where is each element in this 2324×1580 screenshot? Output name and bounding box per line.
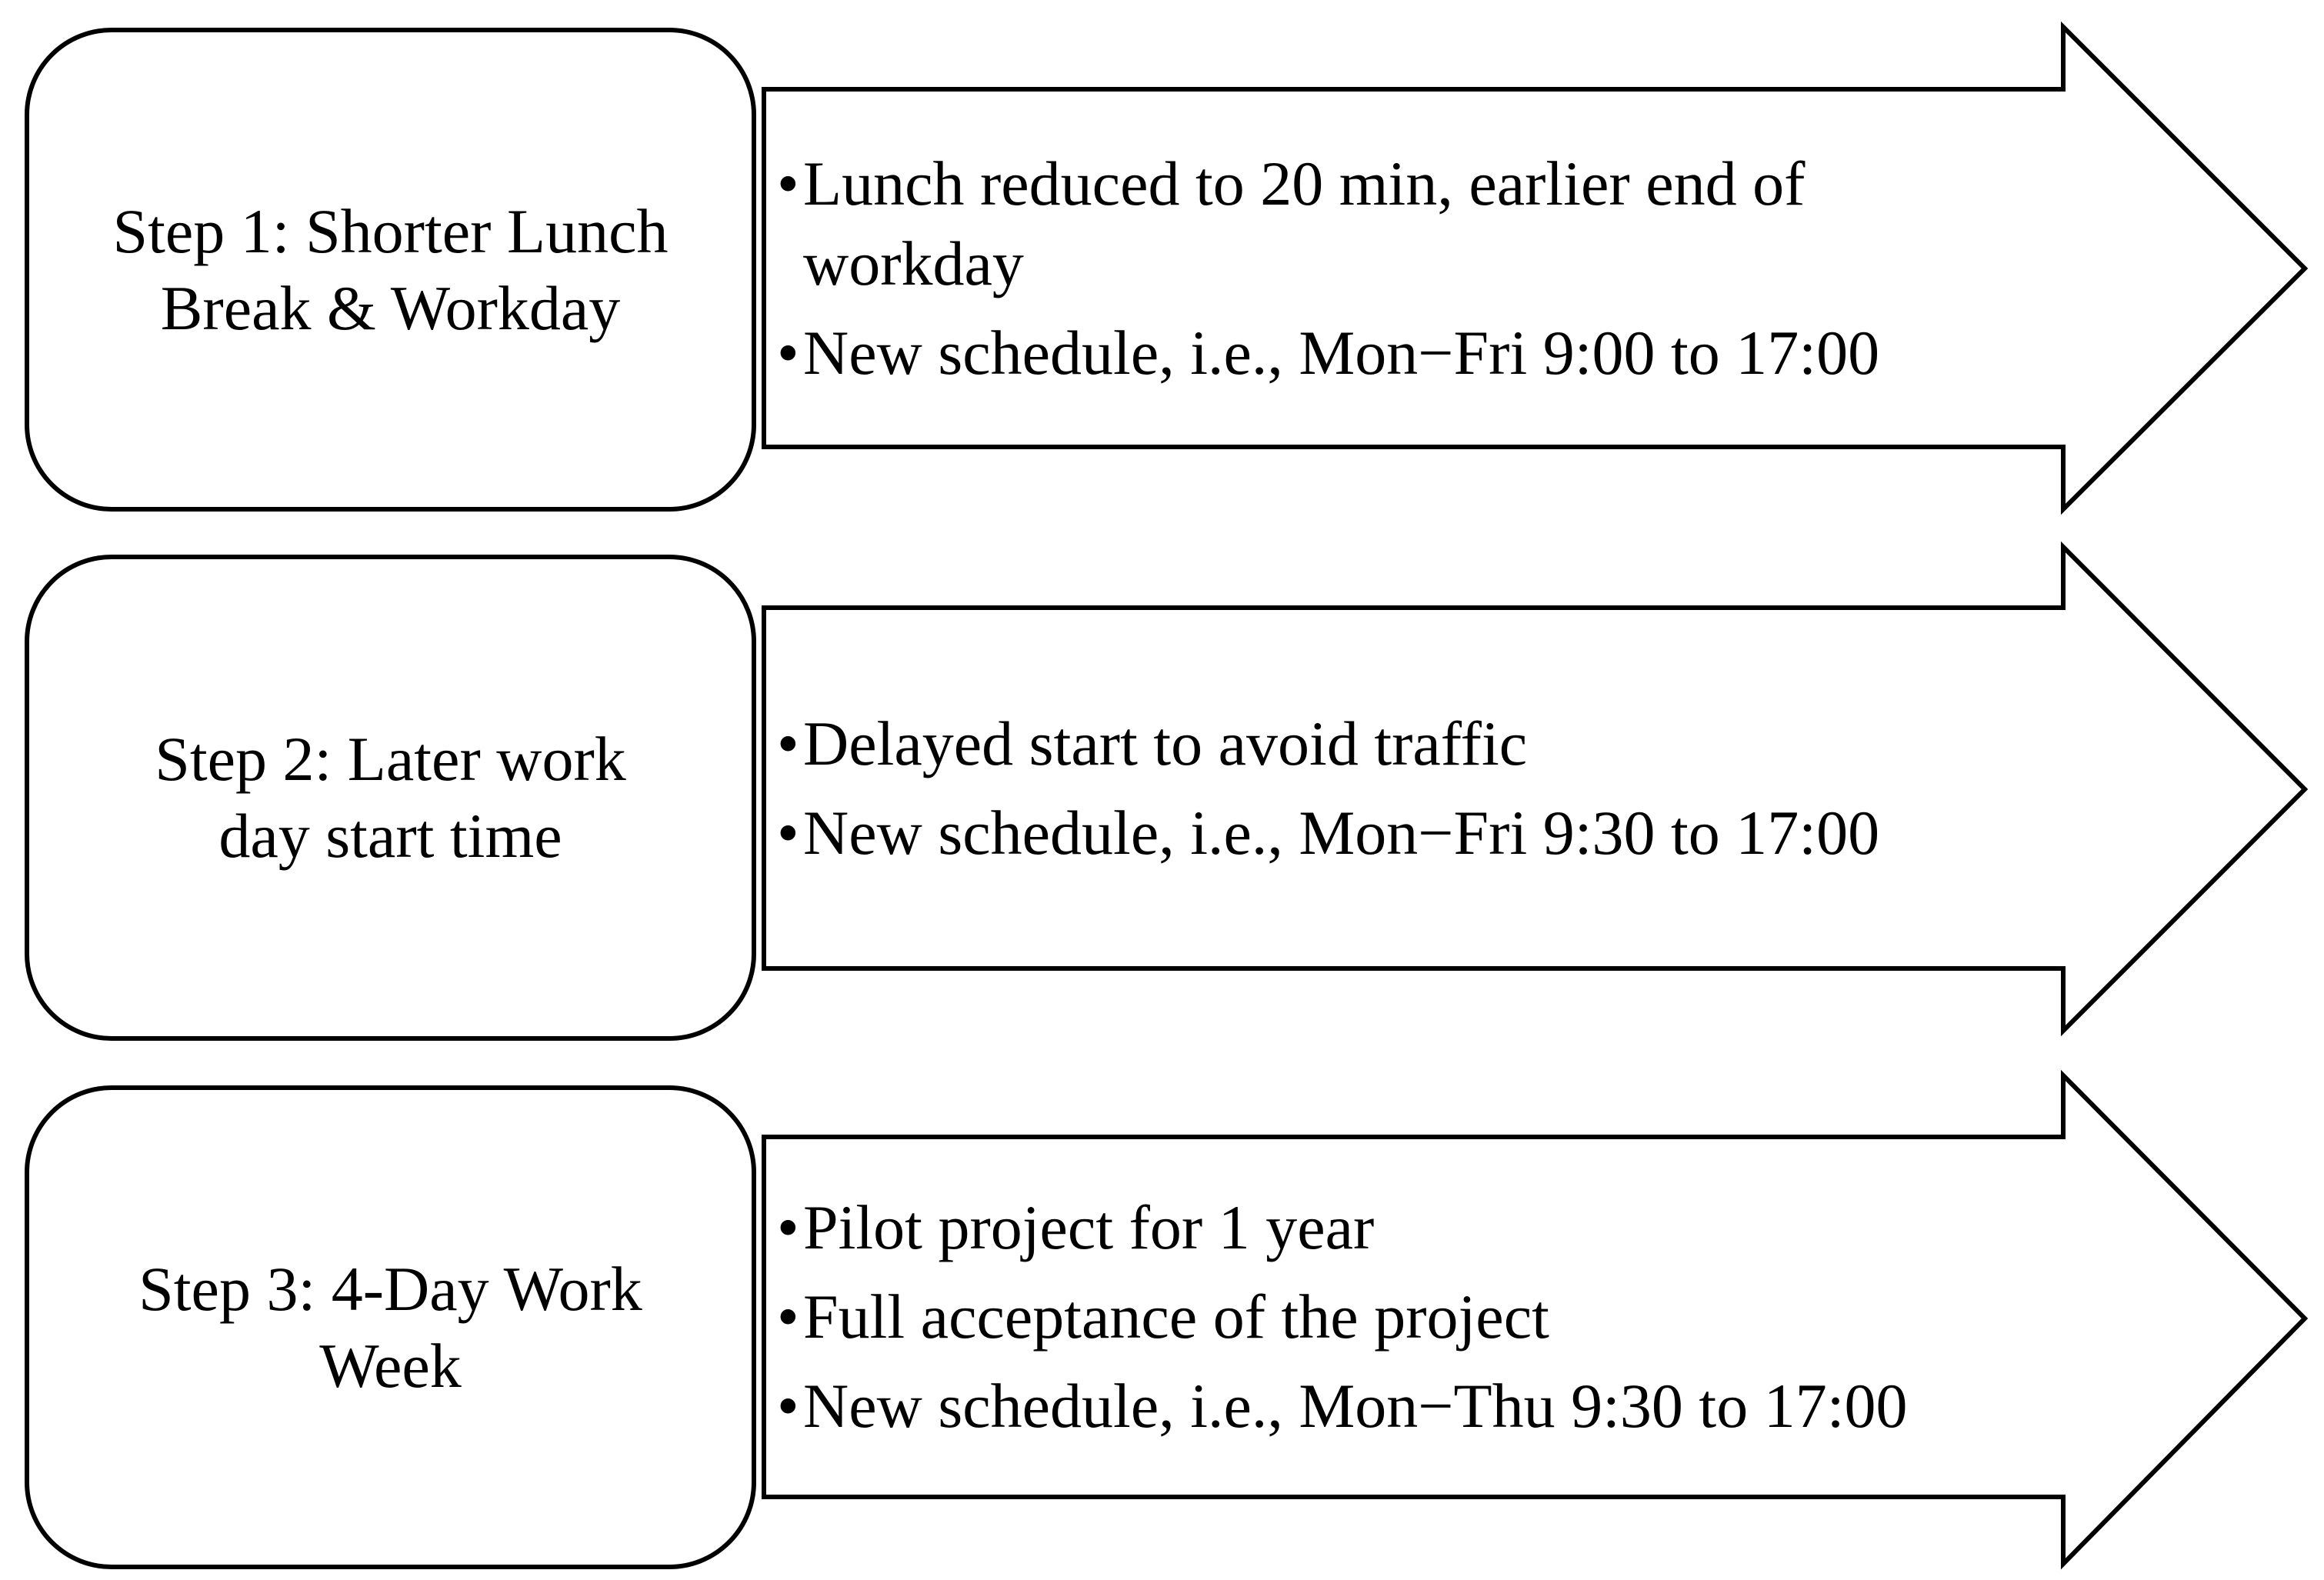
step-3-title: Step 3: 4-Day Work Week — [138, 1253, 642, 1401]
bullet-dot: • — [777, 317, 799, 388]
bullet-dot: • — [777, 797, 799, 868]
bullet-text: New schedule, i.e., Mon−Fri 9:00 to 17:00 — [803, 317, 1880, 388]
bullet-item — [777, 1188, 2069, 1268]
bullet-dot: • — [777, 708, 799, 778]
bullet-text: New schedule, i.e., Mon−Fri 9:30 to 17:00 — [803, 797, 1880, 868]
bullet-item — [777, 1277, 2069, 1357]
bullet-text: Delayed start to avoid traffic — [803, 708, 1528, 778]
bullet-item — [777, 793, 2069, 873]
step-2-title: Step 2: Later work day start time — [155, 724, 626, 871]
step-3-bullets — [777, 1137, 2069, 1497]
bullet-dot: • — [777, 148, 799, 218]
step-1-title: Step 1: Shorter Lunch Break & Workday — [112, 195, 669, 343]
bullet-text: Lunch reduced to 20 min, earlier end of workday — [803, 148, 1806, 298]
bullet-item — [777, 144, 2069, 304]
bullet-item — [777, 1366, 2069, 1446]
bullet-dot: • — [777, 1282, 799, 1352]
step-2-bullets — [777, 608, 2069, 968]
bullet-text: Pilot project for 1 year — [803, 1192, 1375, 1262]
bullet-item — [777, 313, 2069, 393]
bullet-dot: • — [777, 1192, 799, 1262]
bullet-text: Full acceptance of the project — [803, 1282, 1549, 1352]
bullet-text: New schedule, i.e., Mon−Thu 9:30 to 17:00 — [803, 1371, 1908, 1441]
step-1-bullets — [777, 89, 2069, 447]
bullet-dot: • — [777, 1371, 799, 1441]
bullet-item — [777, 704, 2069, 784]
